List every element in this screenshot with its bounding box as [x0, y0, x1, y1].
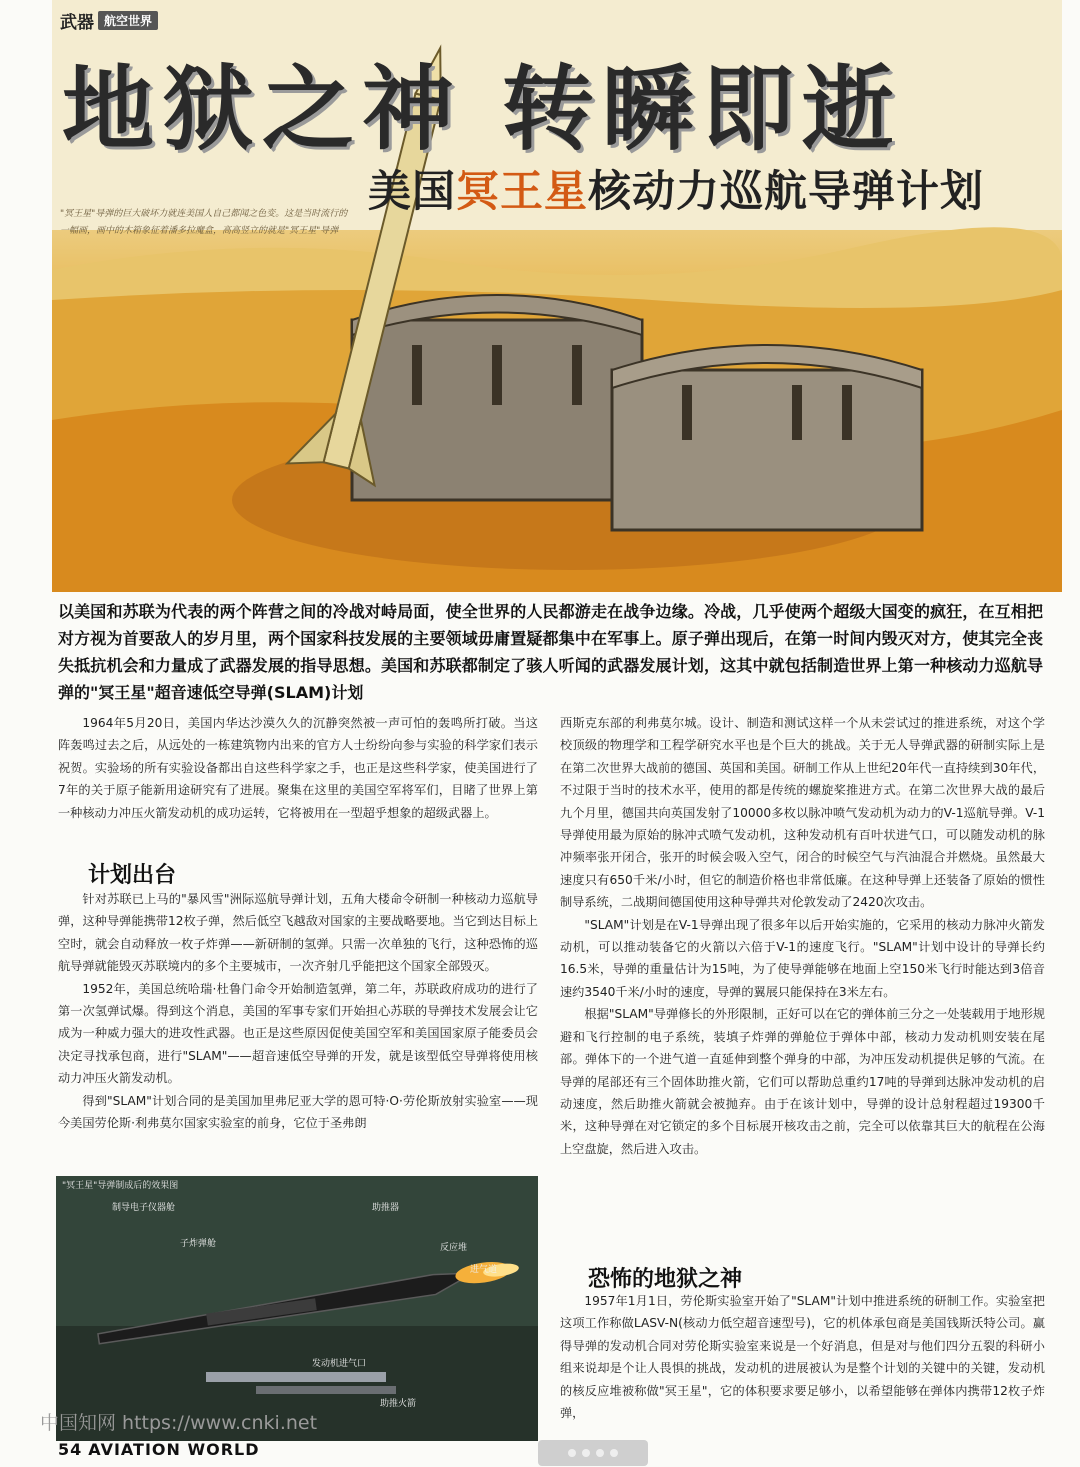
subtitle-prefix: 美国 — [368, 167, 456, 217]
figure-label: 发动机进气口 — [312, 1359, 367, 1369]
viewer-page-indicator[interactable] — [538, 1440, 648, 1466]
section-label: 武器 — [60, 13, 94, 33]
body-paragraph: "SLAM"计划是在V-1导弹出现了很多年以后开始实施的，它采用的核动力脉冲火箭发动机，可以推动装备它的火箭以六倍于V-1的速度飞行。"SLAM"计划中设计的导弹长约16.5米，导弹的重量估计为15吨，为了使导弹能够在地面上空150米飞行时能达到3倍音速约3540千米/小时的速度，导弹的翼展只能保持在3米左右。 — [560, 917, 1045, 999]
page-dot[interactable] — [582, 1449, 590, 1457]
pandora-box-left — [352, 295, 642, 500]
body-paragraph: 针对苏联已上马的"暴风雪"洲际巡航导弹计划，五角大楼命令研制一种核动力巡航导弹，这种导弹能携带12枚子弹，然后低空飞越敌对国家的主要战略要地。当它到达目标上空时，就会自动释放一枚子炸弹——新研制的氢弹。只需一次单独的飞行，这种恐怖的巡航导弹就能毁灭苏联境内的多个主要城市，一次齐射几乎能把这个国家全部毁灭。 — [58, 892, 538, 974]
body-paragraph: 西斯克东部的利弗莫尔城。设计、制造和测试这样一个从未尝试过的推进系统，对这个学校顶级的物理学和工程学研究水平也是个巨大的挑战。关于无人导弹武器的研制实际上是在第二次世界大战前的德国、英国和美国。研制工作从上世纪20年代一直持续到30年代，不过限于当时的技术水平，使用的都是传统的螺旋桨推进方式。在第二次世界大战的最后九个月里，德国共向英国发射了10000多枚以脉冲喷气发动机为动力的V-1巡航导弹。V-1导弹使用最为原始的脉冲式喷气发动机，这种发动机有百叶状进气口，可以随发动机的脉冲频率张开闭合，张开的时候会吸入空气，闭合的时候空气与汽油混合并燃烧。虽然最大速度只有650千米/小时，但它的制造价格也非常低廉。在这种导弹上还装备了原始的惯性制导系统，二战期间德国使用这种导弹共对伦敦发动了2420次攻击。 — [560, 716, 1046, 910]
body-paragraph: 1957年1月1日，劳伦斯实验室开始了"SLAM"计划中推进系统的研制工作。实验室把这项工作称做LASV-N(核动力低空超音速型号)，它的机体承包商是美国钱斯沃特公司。赢得导弹的发动机合同对劳伦斯实验室来说是一个好消息，但是对与他们四分五裂的科研小组来说却是个让人畏惧的挑战，发动机的进展被认为是整个计划的关键中的关键，发动机的核反应堆被称做"冥王星"，它的体积要求要足够小，以希望能够在弹体内携带12枚子炸弹， — [560, 1294, 1045, 1421]
subtitle-suffix: 核动力巡航导弹计划 — [588, 167, 984, 217]
cnki-watermark: 中国知网 https://www.cnki.net — [40, 1412, 318, 1434]
hero-caption: "冥王星"导弹的巨大破坏力就连美国人自己都闻之色变。这是当时流行的一幅画，画中的木箱象征着潘多拉魔盒，高高竖立的就是"冥王星"导弹 — [60, 209, 348, 236]
figure-label: 助推器 — [372, 1203, 400, 1213]
figure-label: 反应堆 — [440, 1243, 468, 1253]
page-footer — [58, 1440, 260, 1459]
figure-label: 制导电子仪器舱 — [112, 1203, 176, 1213]
body-paragraph: 根据"SLAM"导弹修长的外形限制，正好可以在它的弹体前三分之一处装载用于地形规避和飞行控制的电子系统，装填子炸弹的弹舱位于弹体中部，核动力发动机则安装在尾部。弹体下的一个进气道一直延伸到整个弹身的中部，为冲压发动机提供足够的气流。在导弹的尾部还有三个固体助推火箭，它们可以帮助总重约17吨的导弹到达脉冲发动机的启动速度，然后助推火箭就会被抛弃。由于在该计划中，导弹的设计总射程超过19300千米，这种导弹在对它锁定的多个目标展开核攻击之前，完全可以依靠其巨大的航程在公海上空盘旋，然后进入攻击。 — [560, 1007, 1045, 1156]
left-column-body — [58, 888, 538, 1134]
body-paragraph: 1964年5月20日，美国内华达沙漠久久的沉静突然被一声可怕的轰鸣所打破。当这阵轰鸣过去之后，从远处的一栋建筑物内出来的官方人士纷纷向参与实验的科学家们表示祝贺。实验场的所有实验设备都出自这些科学家之手，也正是这些科学家，使美国进行了7年的关于原子能新用途研究有了进展。聚集在这里的美国空军将军们，目睹了世界上第一种核动力冲压火箭发动机的成功运转，它将被用在一型超乎想象的超级武器上。 — [58, 716, 538, 820]
section-heading-hell-god: 恐怖的地狱之神 — [588, 1267, 743, 1292]
page-dot[interactable] — [568, 1449, 576, 1457]
figure-label: 子炸弹舱 — [180, 1239, 217, 1249]
missile-cutaway-image — [56, 1176, 538, 1441]
page-number: 54 — [58, 1440, 83, 1459]
right-column-body-2 — [560, 1290, 1045, 1424]
body-paragraph: 1952年，美国总统哈瑞·杜鲁门命令开始制造氢弹，第二年，苏联政府成功的进行了第一次氢弹试爆。得到这个消息，美国的军事专家们开始担心苏联的导弹技术发展会让它成为一种威力强大的进攻性武器。也正是这些原因促使美国空军和美国国家原子能委员会决定寻找承包商，进行"SLAM"——超音速低空导弹的开发，就是该型低空导弹将使用核动力冲压火箭发动机。 — [58, 981, 538, 1086]
magazine-name: AVIATION WORLD — [88, 1440, 260, 1459]
magazine-badge: 航空世界 — [98, 11, 158, 30]
missile-cutaway-figure — [56, 1176, 538, 1441]
lead-paragraph: 以美国和苏联为代表的两个阵营之间的冷战对峙局面，使全世界的人民都游走在战争边缘。冷战，几乎使两个超级大国变的疯狂，在互相把对方视为首要敌人的岁月里，两个国家科技发展的主要领域毋庸置疑都集中在军事上。原子弹出现后，在第一时间内毁灭对方，使其完全丧失抵抗机会和力量成了武器发展的指导思想。美国和苏联都制定了骇人听闻的武器发展计划，这其中就包括制造世界上第一种核动力巡航导弹的"冥王星"超音速低空导弹(SLAM)计划 — [58, 602, 1043, 702]
page-subtitle — [368, 158, 984, 219]
section-heading-plan: 计划出台 — [88, 863, 177, 888]
body-paragraph: 得到"SLAM"计划合同的是美国加里弗尼亚大学的恩可特·O·劳伦斯放射实验室——现今美国劳伦斯·利弗莫尔国家实验室的前身，它位于圣弗朗 — [58, 1093, 538, 1131]
pandora-box-right — [612, 345, 922, 530]
figure-caption: "冥王星"导弹制成后的效果图 — [62, 1181, 179, 1191]
subtitle-highlight: 冥王星 — [456, 167, 588, 217]
page-dot[interactable] — [596, 1449, 604, 1457]
section-tag — [60, 8, 158, 33]
page-dot[interactable] — [610, 1449, 618, 1457]
left-column-intro — [58, 712, 538, 824]
right-column-body — [560, 712, 1045, 1160]
figure-label: 助推火箭 — [380, 1399, 417, 1409]
page-title: 地狱之神 转瞬即逝 — [62, 56, 903, 163]
figure-label: 进气道 — [470, 1265, 498, 1275]
